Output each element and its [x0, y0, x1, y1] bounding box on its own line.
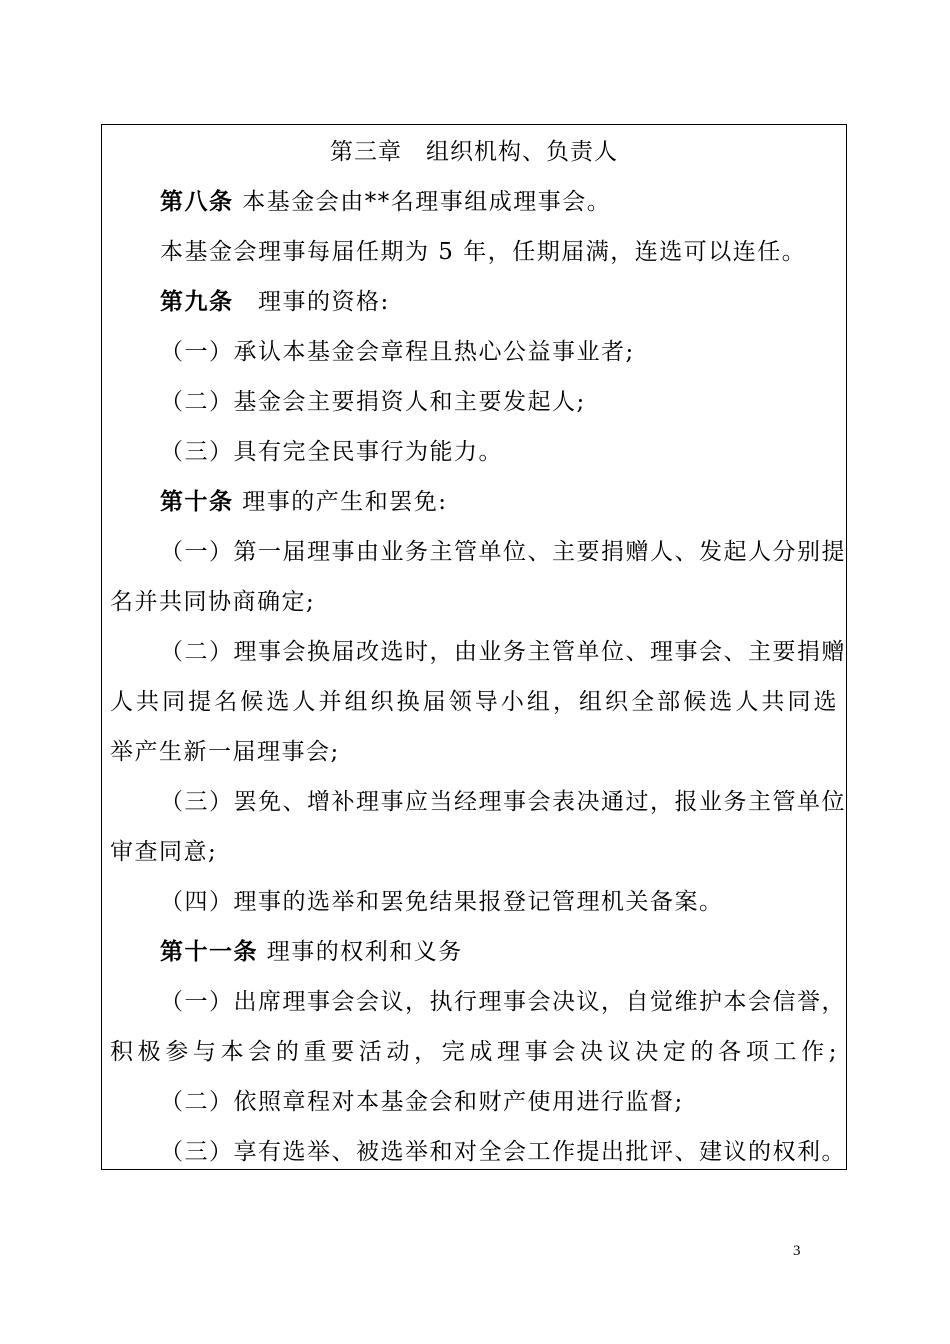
article-11-item-2: （二）依照章程对本基金会和财产使用进行监督;	[160, 1089, 684, 1115]
article-9-item-3: （三）具有完全民事行为能力。	[160, 439, 503, 465]
article-10-item-3-line-1: （三）罢免、增补理事应当经理事会表决通过，报业务主管单位	[160, 789, 846, 815]
article-11-label: 第十一条	[160, 939, 258, 965]
article-9-text: 理事的资格:	[233, 289, 390, 315]
article-8-label: 第八条	[160, 189, 234, 215]
article-10-item-3-line-2: 审查同意;	[110, 839, 218, 865]
article-11-text: 理事的权利和义务	[258, 939, 463, 965]
article-10-item-1-line-1: （一）第一届理事由业务主管单位、主要捐赠人、发起人分别提	[160, 539, 846, 565]
article-8-term: 本基金会理事每届任期为 5 年，任期届满，连选可以连任。	[160, 239, 807, 265]
chapter-title: 第三章 组织机构、负责人	[330, 139, 618, 165]
article-10-text: 理事的产生和罢免:	[233, 489, 448, 515]
article-11-item-1-line-1: （一）出席理事会会议，执行理事会决议，自觉维护本会信誉，	[160, 989, 846, 1015]
article-10-item-1-line-2: 名并共同协商确定;	[110, 589, 316, 615]
article-11-item-3: （三）享有选举、被选举和对全会工作提出批评、建议的权利。	[160, 1139, 846, 1165]
article-9-label: 第九条	[160, 289, 234, 315]
content-frame	[101, 124, 847, 1170]
article-11-item-1-line-2: 积极参与本会的重要活动，完成理事会决议决定的各项工作;	[110, 1039, 838, 1065]
article-9-item-2: （二）基金会主要捐资人和主要发起人;	[160, 389, 586, 415]
article-10-label: 第十条	[160, 489, 234, 515]
article-10-item-2-line-1: （二）理事会换届改选时，由业务主管单位、理事会、主要捐赠	[160, 639, 846, 665]
article-8-text: 本基金会由**名理事组成理事会。	[233, 189, 612, 215]
article-10-item-4: （四）理事的选举和罢免结果报登记管理机关备案。	[160, 889, 724, 915]
article-9-item-1: （一）承认本基金会章程且热心公益事业者;	[160, 339, 635, 365]
article-8	[102, 187, 904, 217]
article-11	[102, 937, 904, 967]
article-10-item-2-line-3: 举产生新一届理事会;	[110, 739, 340, 765]
page-number: 3	[793, 1243, 801, 1259]
article-9	[102, 287, 904, 317]
article-10	[102, 487, 904, 517]
article-10-item-2-line-2: 人共同提名候选人并组织换届领导小组，组织全部候选人共同选	[110, 689, 838, 715]
